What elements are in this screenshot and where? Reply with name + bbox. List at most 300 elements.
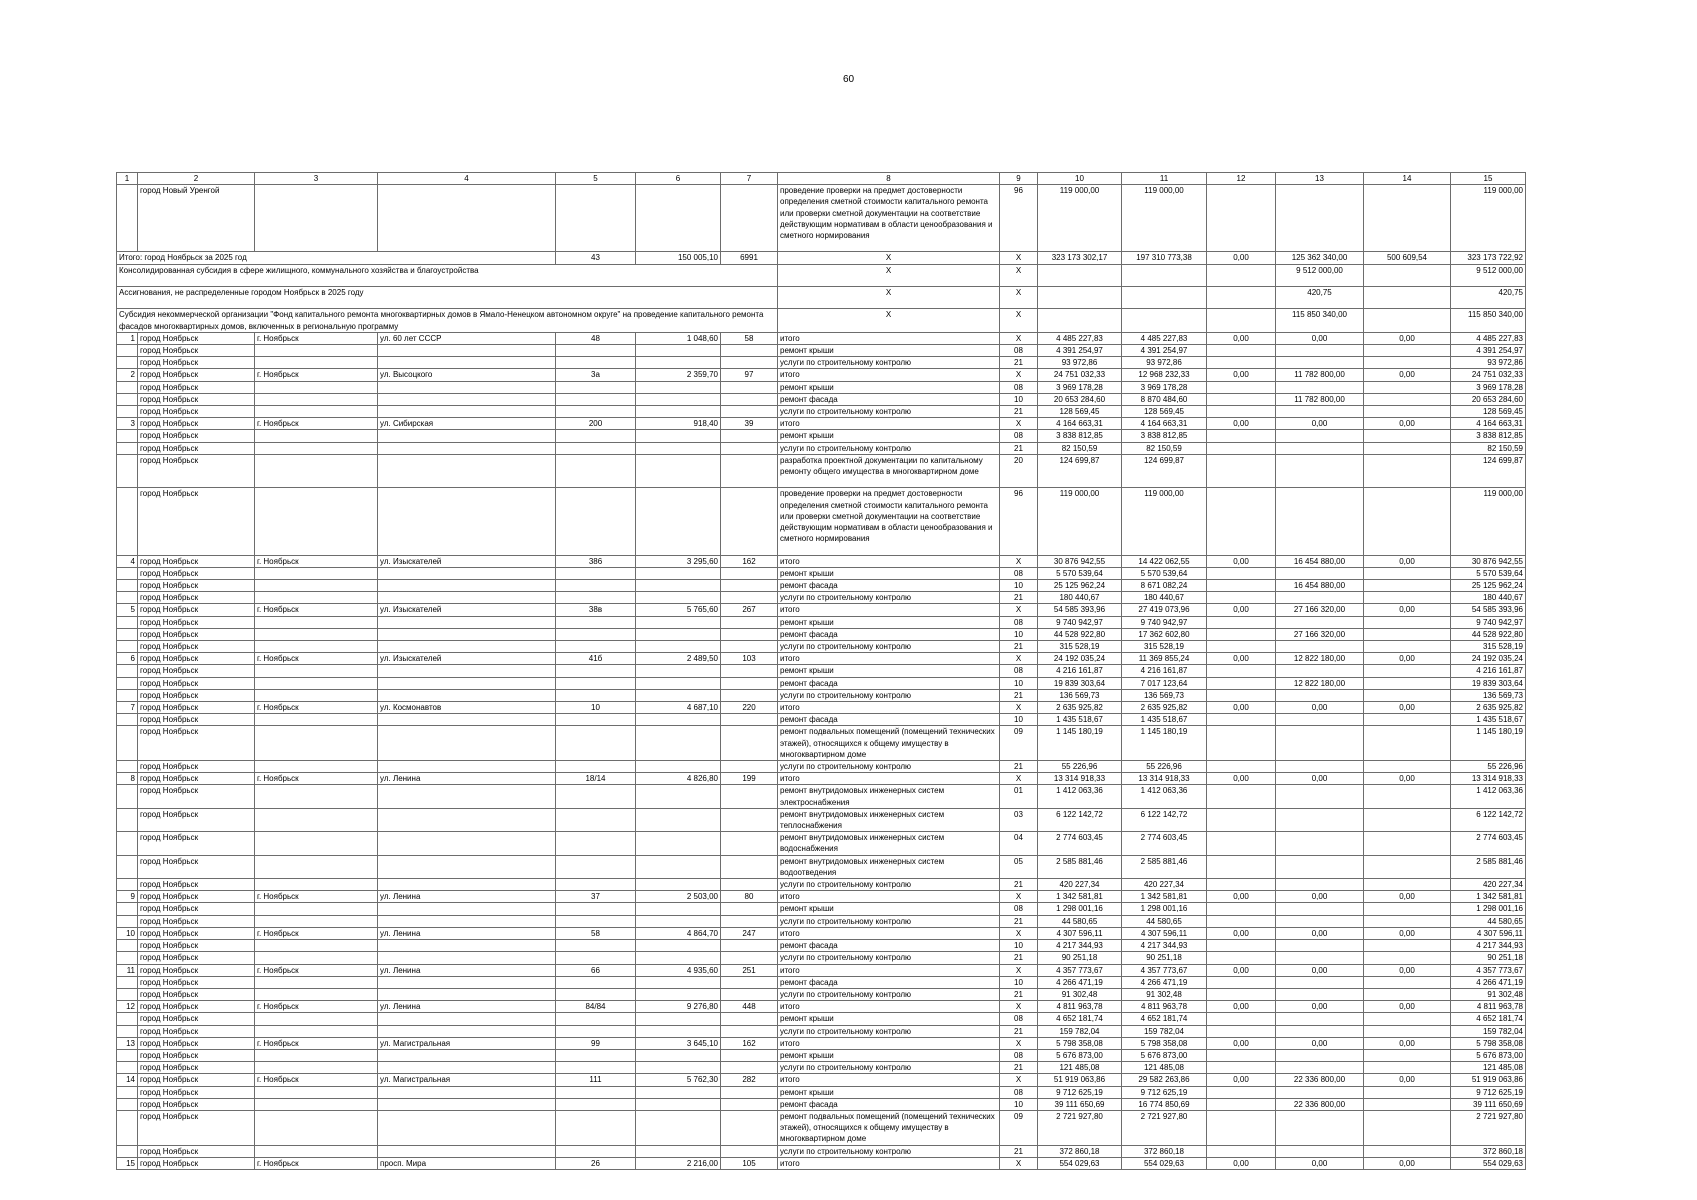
column-12-cell bbox=[1207, 808, 1276, 831]
municipality-cell: город Ноябрьск bbox=[138, 406, 255, 418]
total-cost-cell: 24 751 032,33 bbox=[1038, 369, 1122, 381]
column-12-cell bbox=[1207, 580, 1276, 592]
row-number bbox=[117, 714, 138, 726]
column-number-4: 4 bbox=[378, 173, 556, 185]
column-14-cell bbox=[1364, 628, 1451, 640]
house-number-cell: 10 bbox=[556, 702, 636, 714]
residents-cell bbox=[721, 855, 778, 878]
street-cell bbox=[378, 689, 556, 701]
house-number-cell: 200 bbox=[556, 418, 636, 430]
settlement-cell bbox=[255, 393, 378, 405]
area-cell bbox=[636, 406, 721, 418]
column-13-cell bbox=[1276, 879, 1364, 891]
total-cost-cell: 3 969 178,28 bbox=[1038, 381, 1122, 393]
work-code-cell: X bbox=[1000, 702, 1038, 714]
municipality-cell: город Ноябрьск bbox=[138, 442, 255, 454]
house-number-cell bbox=[556, 785, 636, 808]
work-type-cell: проведение проверки на предмет достоверности определения сметной стоимости капитального ремонта или проверки сметной документации на соответствие действующим нормативам в области ценообразования и сметного нормирования bbox=[778, 488, 1000, 555]
table-row bbox=[117, 653, 1526, 665]
table-row bbox=[117, 1110, 1526, 1145]
settlement-cell bbox=[255, 1145, 378, 1157]
column-13-cell bbox=[1276, 689, 1364, 701]
municipality-cell: город Ноябрьск bbox=[138, 714, 255, 726]
owners-funds-cell: 14 422 062,55 bbox=[1122, 555, 1207, 567]
work-code-cell: 21 bbox=[1000, 357, 1038, 369]
total-cost-cell: 55 226,96 bbox=[1038, 761, 1122, 773]
street-cell bbox=[378, 1025, 556, 1037]
settlement-cell bbox=[255, 915, 378, 927]
column-13-cell: 0,00 bbox=[1276, 332, 1364, 344]
column-14-cell bbox=[1364, 580, 1451, 592]
column-13-cell bbox=[1276, 726, 1364, 761]
settlement-cell bbox=[255, 567, 378, 579]
column-14-cell bbox=[1364, 726, 1451, 761]
work-code-cell: 01 bbox=[1000, 785, 1038, 808]
house-number-cell bbox=[556, 726, 636, 761]
subtotal-residents: 6991 bbox=[721, 252, 778, 264]
row-number bbox=[117, 357, 138, 369]
column-14-cell bbox=[1364, 1062, 1451, 1074]
owners-funds-cell: 9 712 625,19 bbox=[1122, 1086, 1207, 1098]
column-12-cell bbox=[1207, 185, 1276, 252]
residents-cell bbox=[721, 808, 778, 831]
work-type-cell: итого bbox=[778, 1157, 1000, 1169]
funding-owners-funds bbox=[1122, 264, 1207, 286]
funding-column-15: 420,75 bbox=[1451, 286, 1526, 308]
funding-owners-funds bbox=[1122, 286, 1207, 308]
house-number-cell bbox=[556, 1110, 636, 1145]
area-cell: 918,40 bbox=[636, 418, 721, 430]
residents-cell bbox=[721, 832, 778, 855]
municipality-cell: город Ноябрьск bbox=[138, 1062, 255, 1074]
house-number-cell bbox=[556, 855, 636, 878]
street-cell bbox=[378, 1098, 556, 1110]
work-type-cell: итого bbox=[778, 773, 1000, 785]
house-number-cell bbox=[556, 628, 636, 640]
settlement-cell bbox=[255, 879, 378, 891]
owners-funds-cell: 4 811 963,78 bbox=[1122, 1001, 1207, 1013]
residents-cell bbox=[721, 1110, 778, 1145]
column-12-cell: 0,00 bbox=[1207, 332, 1276, 344]
funding-label: Ассигнования, не распределенные городом Ноябрьск в 2025 году bbox=[117, 286, 778, 308]
column-12-cell: 0,00 bbox=[1207, 1037, 1276, 1049]
owners-funds-cell: 82 150,59 bbox=[1122, 442, 1207, 454]
work-code-cell: 20 bbox=[1000, 454, 1038, 488]
work-code-cell: 10 bbox=[1000, 1098, 1038, 1110]
total-cost-cell: 5 798 358,08 bbox=[1038, 1037, 1122, 1049]
column-12-cell: 0,00 bbox=[1207, 1001, 1276, 1013]
column-12-cell bbox=[1207, 592, 1276, 604]
municipality-cell: город Ноябрьск bbox=[138, 702, 255, 714]
area-cell: 3 645,10 bbox=[636, 1037, 721, 1049]
column-13-cell bbox=[1276, 641, 1364, 653]
owners-funds-cell: 27 419 073,96 bbox=[1122, 604, 1207, 616]
total-cost-cell: 4 357 773,67 bbox=[1038, 964, 1122, 976]
row-number: 10 bbox=[117, 927, 138, 939]
column-12-cell bbox=[1207, 442, 1276, 454]
residents-cell: 58 bbox=[721, 332, 778, 344]
row-number: 8 bbox=[117, 773, 138, 785]
total-cost-cell: 4 811 963,78 bbox=[1038, 1001, 1122, 1013]
residents-cell bbox=[721, 1013, 778, 1025]
column-number-13: 13 bbox=[1276, 173, 1364, 185]
column-14-cell bbox=[1364, 903, 1451, 915]
settlement-cell: г. Ноябрьск bbox=[255, 418, 378, 430]
column-number-9: 9 bbox=[1000, 173, 1038, 185]
row-number bbox=[117, 832, 138, 855]
row-number bbox=[117, 952, 138, 964]
work-type-cell: итого bbox=[778, 964, 1000, 976]
column-15-cell: 2 585 881,46 bbox=[1451, 855, 1526, 878]
settlement-cell bbox=[255, 406, 378, 418]
owners-funds-cell: 2 585 881,46 bbox=[1122, 855, 1207, 878]
column-15-cell: 420 227,34 bbox=[1451, 879, 1526, 891]
row-number bbox=[117, 1025, 138, 1037]
total-cost-cell: 6 122 142,72 bbox=[1038, 808, 1122, 831]
column-12-cell bbox=[1207, 785, 1276, 808]
street-cell bbox=[378, 940, 556, 952]
column-13-cell bbox=[1276, 1013, 1364, 1025]
residents-cell: 103 bbox=[721, 653, 778, 665]
owners-funds-cell: 12 968 232,33 bbox=[1122, 369, 1207, 381]
table-row bbox=[117, 689, 1526, 701]
work-code-cell: 08 bbox=[1000, 1086, 1038, 1098]
column-14-cell bbox=[1364, 592, 1451, 604]
column-12-cell bbox=[1207, 1110, 1276, 1145]
area-cell bbox=[636, 677, 721, 689]
residents-cell: 162 bbox=[721, 1037, 778, 1049]
house-number-cell bbox=[556, 665, 636, 677]
row-number bbox=[117, 855, 138, 878]
area-cell bbox=[636, 381, 721, 393]
column-15-cell: 124 699,87 bbox=[1451, 454, 1526, 488]
column-14-cell bbox=[1364, 393, 1451, 405]
column-13-cell: 0,00 bbox=[1276, 927, 1364, 939]
street-cell: ул. Ленина bbox=[378, 964, 556, 976]
work-code-cell: 10 bbox=[1000, 677, 1038, 689]
work-code-cell: 10 bbox=[1000, 940, 1038, 952]
street-cell bbox=[378, 393, 556, 405]
work-type-cell: итого bbox=[778, 653, 1000, 665]
owners-funds-cell: 1 298 001,16 bbox=[1122, 903, 1207, 915]
residents-cell bbox=[721, 879, 778, 891]
funding-label: Консолидированная субсидия в сфере жилищного, коммунального хозяйства и благоустройства bbox=[117, 264, 778, 286]
area-cell bbox=[636, 785, 721, 808]
subtotal-area: 150 005,10 bbox=[636, 252, 721, 264]
column-14-cell: 0,00 bbox=[1364, 964, 1451, 976]
work-type-cell: ремонт фасада bbox=[778, 940, 1000, 952]
work-type-cell: итого bbox=[778, 418, 1000, 430]
residents-cell bbox=[721, 665, 778, 677]
total-cost-cell: 13 314 918,33 bbox=[1038, 773, 1122, 785]
street-cell: ул. Изыскателей bbox=[378, 653, 556, 665]
owners-funds-cell: 5 570 539,64 bbox=[1122, 567, 1207, 579]
column-13-cell: 16 454 880,00 bbox=[1276, 555, 1364, 567]
area-cell bbox=[636, 628, 721, 640]
residents-cell bbox=[721, 1062, 778, 1074]
column-13-cell: 27 166 320,00 bbox=[1276, 604, 1364, 616]
owners-funds-cell: 1 145 180,19 bbox=[1122, 726, 1207, 761]
column-14-cell bbox=[1364, 616, 1451, 628]
street-cell bbox=[378, 677, 556, 689]
owners-funds-cell: 7 017 123,64 bbox=[1122, 677, 1207, 689]
column-15-cell: 90 251,18 bbox=[1451, 952, 1526, 964]
column-15-cell: 55 226,96 bbox=[1451, 761, 1526, 773]
table-row bbox=[117, 940, 1526, 952]
house-number-cell bbox=[556, 488, 636, 555]
house-number-cell bbox=[556, 1062, 636, 1074]
row-number bbox=[117, 393, 138, 405]
work-code-cell: X bbox=[1000, 1074, 1038, 1086]
column-12-cell bbox=[1207, 915, 1276, 927]
column-13-cell: 0,00 bbox=[1276, 418, 1364, 430]
residents-cell bbox=[721, 567, 778, 579]
work-type-cell: ремонт фасада bbox=[778, 1098, 1000, 1110]
table-row bbox=[117, 406, 1526, 418]
residents-cell bbox=[721, 1086, 778, 1098]
total-cost-cell: 4 164 663,31 bbox=[1038, 418, 1122, 430]
street-cell: ул. Ленина bbox=[378, 1001, 556, 1013]
area-cell bbox=[636, 988, 721, 1000]
residents-cell bbox=[721, 1145, 778, 1157]
column-number-5: 5 bbox=[556, 173, 636, 185]
row-number bbox=[117, 665, 138, 677]
area-cell: 2 359,70 bbox=[636, 369, 721, 381]
area-cell bbox=[636, 1062, 721, 1074]
house-number-cell bbox=[556, 381, 636, 393]
column-number-3: 3 bbox=[255, 173, 378, 185]
house-number-cell bbox=[556, 832, 636, 855]
row-number bbox=[117, 903, 138, 915]
column-14-cell bbox=[1364, 940, 1451, 952]
column-14-cell: 0,00 bbox=[1364, 1037, 1451, 1049]
area-cell bbox=[636, 442, 721, 454]
total-cost-cell: 2 635 925,82 bbox=[1038, 702, 1122, 714]
residents-cell: 251 bbox=[721, 964, 778, 976]
work-type-cell: ремонт фасада bbox=[778, 714, 1000, 726]
table-row bbox=[117, 185, 1526, 252]
funding-work-type: X bbox=[778, 264, 1000, 286]
column-14-cell bbox=[1364, 1110, 1451, 1145]
street-cell bbox=[378, 442, 556, 454]
total-cost-cell: 30 876 942,55 bbox=[1038, 555, 1122, 567]
settlement-cell bbox=[255, 976, 378, 988]
owners-funds-cell: 2 774 603,45 bbox=[1122, 832, 1207, 855]
column-13-cell: 12 822 180,00 bbox=[1276, 653, 1364, 665]
area-cell bbox=[636, 1145, 721, 1157]
column-15-cell: 44 528 922,80 bbox=[1451, 628, 1526, 640]
settlement-cell bbox=[255, 832, 378, 855]
street-cell: ул. Магистральная bbox=[378, 1037, 556, 1049]
settlement-cell: г. Ноябрьск bbox=[255, 555, 378, 567]
house-number-cell bbox=[556, 714, 636, 726]
work-code-cell: X bbox=[1000, 1037, 1038, 1049]
settlement-cell bbox=[255, 1025, 378, 1037]
table-row bbox=[117, 773, 1526, 785]
column-15-cell: 4 216 161,87 bbox=[1451, 665, 1526, 677]
column-12-cell bbox=[1207, 1086, 1276, 1098]
street-cell bbox=[378, 628, 556, 640]
area-cell bbox=[636, 976, 721, 988]
municipality-cell: город Ноябрьск bbox=[138, 1157, 255, 1169]
residents-cell bbox=[721, 357, 778, 369]
owners-funds-cell: 128 569,45 bbox=[1122, 406, 1207, 418]
table-row bbox=[117, 964, 1526, 976]
municipality-cell: город Ноябрьск bbox=[138, 580, 255, 592]
residents-cell bbox=[721, 393, 778, 405]
column-15-cell: 1 435 518,67 bbox=[1451, 714, 1526, 726]
municipality-cell: город Ноябрьск bbox=[138, 393, 255, 405]
total-cost-cell: 159 782,04 bbox=[1038, 1025, 1122, 1037]
municipality-cell: город Ноябрьск bbox=[138, 604, 255, 616]
street-cell bbox=[378, 665, 556, 677]
work-type-cell: ремонт подвальных помещений (помещений технических этажей), относящихся к общему имуществу в многоквартирном доме bbox=[778, 1110, 1000, 1145]
house-number-cell bbox=[556, 1086, 636, 1098]
table-row bbox=[117, 1001, 1526, 1013]
column-13-cell bbox=[1276, 567, 1364, 579]
municipality-cell: город Ноябрьск bbox=[138, 665, 255, 677]
residents-cell bbox=[721, 903, 778, 915]
subtotal-houses: 43 bbox=[556, 252, 636, 264]
street-cell bbox=[378, 616, 556, 628]
house-number-cell bbox=[556, 915, 636, 927]
residents-cell bbox=[721, 1049, 778, 1061]
residents-cell bbox=[721, 185, 778, 252]
owners-funds-cell: 180 440,67 bbox=[1122, 592, 1207, 604]
settlement-cell: г. Ноябрьск bbox=[255, 964, 378, 976]
residents-cell bbox=[721, 976, 778, 988]
house-number-cell: 84/84 bbox=[556, 1001, 636, 1013]
area-cell bbox=[636, 1110, 721, 1145]
owners-funds-cell: 3 969 178,28 bbox=[1122, 381, 1207, 393]
row-number bbox=[117, 879, 138, 891]
municipality-cell: город Ноябрьск bbox=[138, 940, 255, 952]
row-number bbox=[117, 1062, 138, 1074]
column-14-cell: 0,00 bbox=[1364, 653, 1451, 665]
total-cost-cell: 119 000,00 bbox=[1038, 185, 1122, 252]
street-cell bbox=[378, 1086, 556, 1098]
funding-column-15: 9 512 000,00 bbox=[1451, 264, 1526, 286]
work-code-cell: 09 bbox=[1000, 1110, 1038, 1145]
work-code-cell: 03 bbox=[1000, 808, 1038, 831]
house-number-cell bbox=[556, 185, 636, 252]
municipality-cell: город Ноябрьск bbox=[138, 381, 255, 393]
settlement-cell bbox=[255, 185, 378, 252]
total-cost-cell: 1 412 063,36 bbox=[1038, 785, 1122, 808]
funding-column-14 bbox=[1364, 264, 1451, 286]
total-cost-cell: 3 838 812,85 bbox=[1038, 430, 1122, 442]
work-type-cell: ремонт крыши bbox=[778, 344, 1000, 356]
work-type-cell: итого bbox=[778, 927, 1000, 939]
column-14-cell bbox=[1364, 785, 1451, 808]
column-14-cell bbox=[1364, 879, 1451, 891]
work-type-cell: ремонт фасада bbox=[778, 393, 1000, 405]
area-cell bbox=[636, 430, 721, 442]
area-cell: 5 762,30 bbox=[636, 1074, 721, 1086]
area-cell bbox=[636, 808, 721, 831]
owners-funds-cell: 29 582 263,86 bbox=[1122, 1074, 1207, 1086]
work-type-cell: ремонт фасада bbox=[778, 976, 1000, 988]
municipality-cell: город Ноябрьск bbox=[138, 555, 255, 567]
column-15-cell: 25 125 962,24 bbox=[1451, 580, 1526, 592]
table-row bbox=[117, 665, 1526, 677]
settlement-cell bbox=[255, 616, 378, 628]
column-12-cell bbox=[1207, 1098, 1276, 1110]
column-13-cell: 0,00 bbox=[1276, 1037, 1364, 1049]
settlement-cell: г. Ноябрьск bbox=[255, 1037, 378, 1049]
column-13-cell bbox=[1276, 1025, 1364, 1037]
table-row bbox=[117, 1013, 1526, 1025]
house-number-cell bbox=[556, 879, 636, 891]
column-14-cell bbox=[1364, 761, 1451, 773]
owners-funds-cell: 8 870 484,60 bbox=[1122, 393, 1207, 405]
owners-funds-cell: 554 029,63 bbox=[1122, 1157, 1207, 1169]
owners-funds-cell: 6 122 142,72 bbox=[1122, 808, 1207, 831]
work-code-cell: 21 bbox=[1000, 761, 1038, 773]
total-cost-cell: 82 150,59 bbox=[1038, 442, 1122, 454]
subtotal-owners-funds: 197 310 773,38 bbox=[1122, 252, 1207, 264]
settlement-cell: г. Ноябрьск bbox=[255, 1001, 378, 1013]
owners-funds-cell: 1 342 581,81 bbox=[1122, 891, 1207, 903]
street-cell bbox=[378, 381, 556, 393]
settlement-cell bbox=[255, 855, 378, 878]
municipality-cell: город Ноябрьск bbox=[138, 879, 255, 891]
street-cell bbox=[378, 726, 556, 761]
street-cell bbox=[378, 454, 556, 488]
work-code-cell: X bbox=[1000, 1157, 1038, 1169]
work-type-cell: услуги по строительному контролю bbox=[778, 689, 1000, 701]
street-cell bbox=[378, 1145, 556, 1157]
table-row bbox=[117, 1098, 1526, 1110]
row-number bbox=[117, 381, 138, 393]
column-15-cell: 93 972,86 bbox=[1451, 357, 1526, 369]
column-15-cell: 9 712 625,19 bbox=[1451, 1086, 1526, 1098]
table-row bbox=[117, 1145, 1526, 1157]
funding-code: X bbox=[1000, 309, 1038, 332]
table-row bbox=[117, 761, 1526, 773]
column-15-cell: 315 528,19 bbox=[1451, 641, 1526, 653]
column-12-cell bbox=[1207, 1062, 1276, 1074]
column-13-cell bbox=[1276, 357, 1364, 369]
work-code-cell: 04 bbox=[1000, 832, 1038, 855]
table-row bbox=[117, 714, 1526, 726]
house-number-cell bbox=[556, 1025, 636, 1037]
column-14-cell: 0,00 bbox=[1364, 927, 1451, 939]
total-cost-cell: 44 580,65 bbox=[1038, 915, 1122, 927]
column-13-cell: 11 782 800,00 bbox=[1276, 393, 1364, 405]
residents-cell bbox=[721, 616, 778, 628]
residents-cell: 97 bbox=[721, 369, 778, 381]
house-number-cell bbox=[556, 442, 636, 454]
total-cost-cell: 1 298 001,16 bbox=[1038, 903, 1122, 915]
settlement-cell bbox=[255, 808, 378, 831]
house-number-cell bbox=[556, 1145, 636, 1157]
residents-cell bbox=[721, 940, 778, 952]
column-15-cell: 30 876 942,55 bbox=[1451, 555, 1526, 567]
work-type-cell: услуги по строительному контролю bbox=[778, 879, 1000, 891]
column-13-cell bbox=[1276, 761, 1364, 773]
column-14-cell bbox=[1364, 689, 1451, 701]
house-number-cell: 66 bbox=[556, 964, 636, 976]
page-number: 60 bbox=[842, 74, 855, 85]
row-number bbox=[117, 988, 138, 1000]
house-number-cell bbox=[556, 357, 636, 369]
row-number bbox=[117, 580, 138, 592]
street-cell bbox=[378, 344, 556, 356]
owners-funds-cell: 17 362 602,80 bbox=[1122, 628, 1207, 640]
column-15-cell: 3 838 812,85 bbox=[1451, 430, 1526, 442]
area-cell: 4 864,70 bbox=[636, 927, 721, 939]
